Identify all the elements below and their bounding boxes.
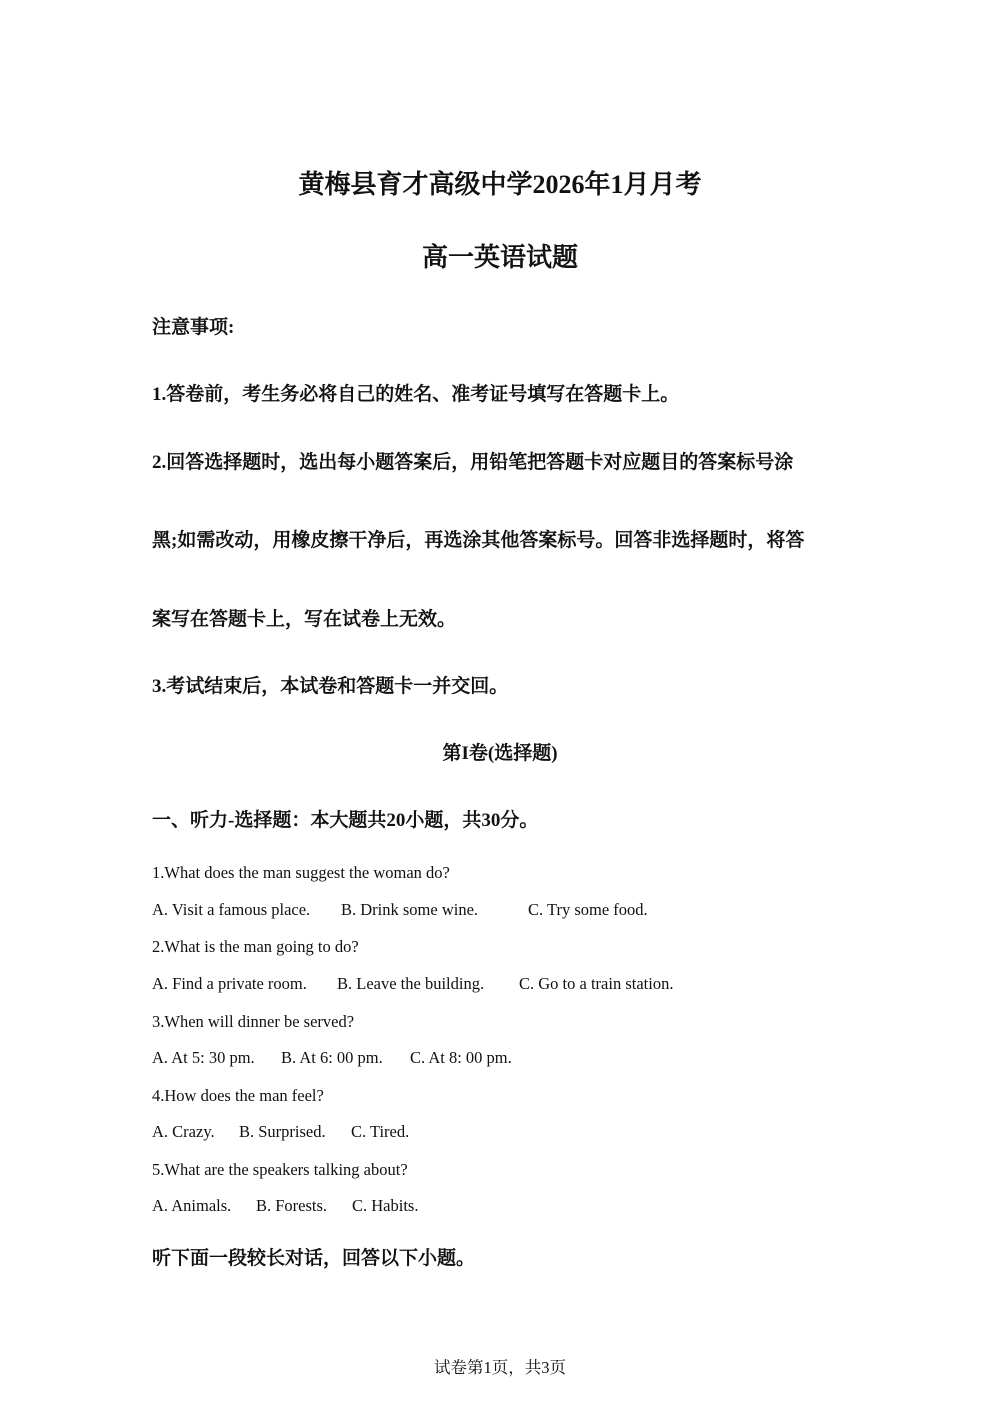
option-c: C. At 8: 00 pm.	[410, 1048, 512, 1067]
question-options-3	[152, 1047, 512, 1069]
option-c: C. Habits.	[352, 1196, 419, 1215]
listening-instruction: 听下面一段较长对话，回答以下小题。	[152, 1248, 476, 1269]
volume-title: 第I卷(选择题)	[442, 743, 558, 764]
option-c: C. Try some food.	[528, 900, 648, 919]
option-b: B. Surprised.	[239, 1122, 326, 1141]
question-stem-2: 2.What is the man going to do?	[152, 937, 359, 956]
option-a: A. Visit a famous place.	[152, 900, 311, 919]
question-options-2	[152, 973, 673, 995]
option-c: C. Tired.	[351, 1122, 410, 1141]
option-a: A. Animals.	[152, 1196, 232, 1215]
question-stem-5: 5.What are the speakers talking about?	[152, 1160, 408, 1179]
option-c: C. Go to a train station.	[519, 974, 674, 993]
notice-item-3: 3.考试结束后，本试卷和答题卡一并交回。	[152, 676, 509, 697]
question-stem-1: 1.What does the man suggest the woman do?	[152, 863, 450, 882]
page-footer: 试卷第1页，共3页	[434, 1358, 566, 1377]
option-a: A. Find a private room.	[152, 974, 307, 993]
option-b: B. At 6: 00 pm.	[281, 1048, 383, 1067]
option-a: A. Crazy.	[152, 1122, 215, 1141]
question-options-5	[152, 1195, 418, 1217]
question-options-4	[152, 1121, 409, 1143]
notice-heading: 注意事项:	[152, 317, 235, 338]
section-heading: 一、听力-选择题：本大题共20小题，共30分。	[152, 810, 539, 831]
exam-title: 黄梅县育才高级中学2026年1月月考	[298, 170, 702, 199]
question-options-1	[152, 899, 648, 921]
exam-subtitle: 高一英语试题	[421, 243, 578, 272]
notice-item-2-line-3: 案写在答题卡上，写在试卷上无效。	[152, 609, 457, 630]
notice-item-2-line-1: 2.回答选择题时，选出每小题答案后，用铅笔把答题卡对应题目的答案标号涂	[152, 452, 794, 473]
option-a: A. At 5: 30 pm.	[152, 1048, 255, 1067]
option-b: B. Leave the building.	[337, 974, 485, 993]
question-stem-3: 3.When will dinner be served?	[152, 1012, 355, 1031]
notice-item-2-line-2: 黑;如需改动，用橡皮擦干净后，再选涂其他答案标号。回答非选择题时，将答	[152, 530, 805, 551]
option-b: B. Drink some wine.	[341, 900, 479, 919]
option-b: B. Forests.	[256, 1196, 328, 1215]
notice-item-1: 1.答卷前，考生务必将自己的姓名、准考证号填写在答题卡上。	[152, 384, 680, 405]
question-stem-4: 4.How does the man feel?	[152, 1086, 324, 1105]
